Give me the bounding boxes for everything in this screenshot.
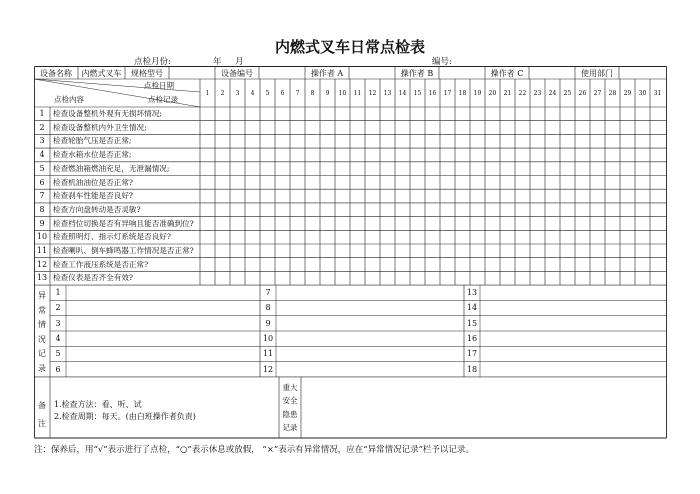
abnormal-row-number: 6 — [55, 364, 61, 374]
department-label: 使用部门 — [581, 69, 613, 78]
day-header-24: 24 — [548, 90, 557, 97]
abnormal-row-number: 2 — [55, 303, 61, 313]
diagonal-content-label: 点检内容 — [54, 95, 84, 104]
item-number: 3 — [39, 136, 45, 146]
item-number: 8 — [39, 204, 45, 214]
day-header-23: 23 — [533, 90, 542, 97]
day-header-15: 15 — [413, 90, 422, 97]
day-header-20: 20 — [488, 90, 497, 97]
day-header-6: 6 — [280, 90, 285, 97]
abnormal-label-char: 记 — [38, 349, 46, 359]
abnormal-row-number: 5 — [55, 349, 61, 359]
month-char: 月 — [235, 57, 244, 67]
day-header-1: 1 — [205, 90, 210, 97]
day-header-18: 18 — [458, 90, 467, 97]
hazard-label-line: 重大 — [282, 382, 298, 392]
grid-line — [34, 79, 200, 92]
equipment-name-label: 设备名称 — [40, 69, 72, 78]
remarks-line-1: 1.检查方法：看、听、试 — [54, 400, 142, 409]
item-text: 检查刹车性能是否良好? — [53, 191, 134, 201]
item-number: 13 — [36, 273, 48, 283]
day-header-30: 30 — [638, 90, 647, 97]
item-text: 检查设备整机内外卫生情况; — [53, 122, 147, 132]
day-header-21: 21 — [503, 90, 512, 97]
day-header-9: 9 — [325, 90, 330, 97]
item-text: 检查档位切换是否有异响且能否准确到位? — [53, 218, 194, 228]
day-header-7: 7 — [295, 90, 300, 97]
day-header-5: 5 — [265, 90, 270, 97]
item-number: 10 — [36, 232, 48, 242]
abnormal-label-char: 常 — [38, 305, 46, 315]
abnormal-row-number: 1 — [55, 288, 61, 298]
abnormal-row-number: 12 — [262, 364, 274, 374]
hazard-label-line: 隐患 — [282, 409, 298, 419]
item-text: 检查水箱水位是否正常; — [53, 150, 132, 160]
inspection-sheet — [34, 66, 667, 439]
abnormal-row-number: 7 — [265, 288, 271, 298]
item-number: 5 — [39, 163, 45, 173]
number-label: 编号: — [432, 57, 452, 67]
day-header-3: 3 — [235, 90, 240, 97]
operator-a-label: 操作者 A — [310, 69, 344, 78]
abnormal-row-number: 8 — [265, 303, 271, 313]
item-text: 检查照明灯、指示灯系统是否良好? — [53, 232, 171, 242]
item-text: 检查燃油箱燃油充足，无泄漏情况; — [53, 163, 170, 173]
item-text: 检查轮胎气压是否正常; — [53, 136, 132, 146]
item-text: 检查方向盘转动是否灵敏? — [53, 204, 141, 214]
abnormal-row-number: 3 — [55, 318, 61, 328]
abnormal-label-char: 异 — [38, 291, 46, 301]
day-header-29: 29 — [623, 90, 632, 97]
diagonal-record-label: 点检记录 — [148, 95, 178, 104]
day-header-11: 11 — [353, 90, 362, 97]
day-header-26: 26 — [578, 90, 587, 97]
item-number: 1 — [39, 109, 45, 118]
hazard-label-line: 安全 — [282, 396, 298, 406]
abnormal-row-number: 17 — [466, 349, 478, 359]
item-text: 检查工作液压系统是否正常? — [53, 259, 149, 269]
item-number: 6 — [39, 177, 45, 187]
item-text: 检查设备整机外观有无损坏情况; — [53, 109, 162, 118]
abnormal-label-char: 录 — [38, 363, 46, 373]
item-number: 11 — [36, 246, 48, 255]
day-header-25: 25 — [563, 90, 572, 97]
abnormal-label-char: 况 — [38, 334, 46, 344]
footer-note: 注：保养后，用“√”表示进行了点检，“○”表示休息或放假， “×”表示有异常情况，应在“异常情况记录”栏予以记录。 — [34, 445, 474, 455]
model-label: 规格型号 — [131, 69, 163, 78]
day-header-4: 4 — [250, 90, 255, 97]
abnormal-row-number: 4 — [55, 334, 61, 343]
remarks-label-char: 注 — [38, 418, 46, 428]
abnormal-row-number: 14 — [466, 303, 478, 313]
remarks-line-2: 2.检查周期：每天。(由白班操作者负责) — [54, 412, 196, 421]
day-header-31: 31 — [653, 90, 662, 97]
item-text: 检查机油油位是否正常? — [53, 177, 134, 187]
abnormal-row-number: 10 — [262, 334, 274, 343]
abnormal-label-char: 情 — [38, 320, 46, 330]
day-header-12: 12 — [368, 90, 377, 97]
abnormal-row-number: 9 — [265, 318, 271, 328]
day-header-8: 8 — [310, 90, 315, 97]
remarks-label-char: 备 — [38, 400, 46, 410]
day-header-14: 14 — [398, 90, 407, 97]
hazard-label-line: 记录 — [282, 423, 298, 433]
abnormal-row-number: 15 — [466, 318, 478, 328]
operator-b-label: 操作者 B — [400, 69, 434, 78]
day-header-22: 22 — [518, 90, 527, 97]
operator-c-label: 操作者 C — [490, 69, 524, 78]
day-header-28: 28 — [608, 90, 617, 97]
diagonal-date-label: 点检日期 — [144, 81, 174, 90]
item-number: 2 — [39, 122, 45, 132]
page-title: 内燃式叉车日常点检表 — [274, 38, 425, 56]
item-text: 检查喇叭、倒车蜂鸣器工作情况是否正常? — [53, 246, 194, 255]
abnormal-row-number: 16 — [466, 334, 478, 343]
year-char: 年 — [213, 57, 222, 67]
abnormal-row-number: 13 — [466, 288, 478, 298]
day-header-16: 16 — [428, 90, 437, 97]
item-number: 9 — [39, 218, 45, 228]
equipment-no-label: 设备编号 — [221, 69, 253, 78]
day-header-19: 19 — [473, 90, 482, 97]
equipment-name-value: 内燃式叉车 — [81, 69, 122, 78]
day-header-17: 17 — [443, 90, 452, 97]
item-number: 4 — [39, 150, 45, 160]
item-text: 检查仪表是否齐全有效? — [53, 273, 134, 283]
month-label: 点检月份: — [134, 57, 171, 67]
item-number: 7 — [39, 191, 45, 201]
abnormal-row-number: 18 — [466, 364, 478, 374]
day-header-10: 10 — [338, 90, 347, 97]
day-header-27: 27 — [593, 90, 602, 97]
item-number: 12 — [36, 259, 48, 269]
day-header-13: 13 — [383, 90, 392, 97]
abnormal-row-number: 11 — [262, 349, 274, 359]
day-header-2: 2 — [220, 90, 225, 97]
